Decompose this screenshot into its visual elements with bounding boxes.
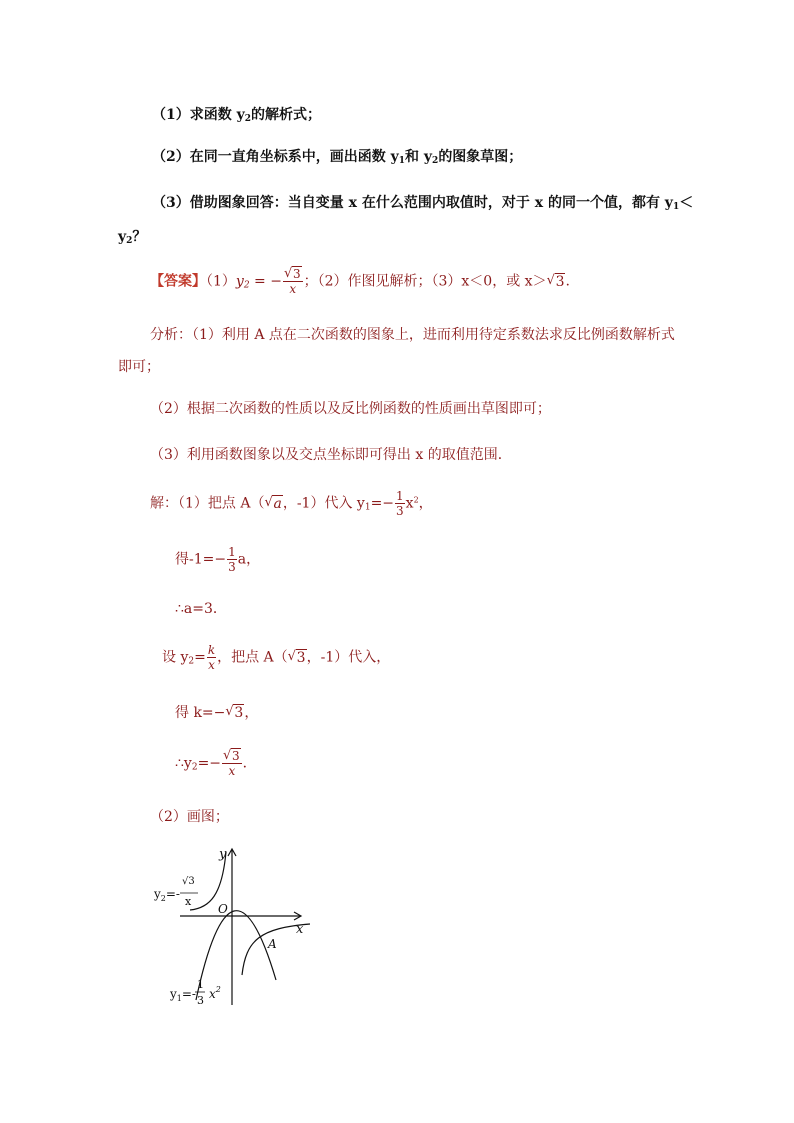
s5-post: ， — [244, 705, 259, 721]
answer-eq: = − — [249, 273, 282, 290]
s6-fraction — [222, 750, 242, 777]
answer-part1: （1） — [206, 273, 236, 290]
s1-sub: 1 — [364, 502, 371, 513]
analysis-line-4: （3）利用函数图象以及交点坐标即可得出 x 的取值范围． — [150, 447, 512, 463]
solution-step-4 — [162, 644, 390, 671]
s6-sub: 2 — [191, 762, 198, 773]
function-graph — [150, 840, 320, 1010]
answer-end: . — [565, 273, 570, 290]
s2-pre: 得-1=− — [175, 551, 227, 568]
q3-y: y — [118, 229, 127, 245]
s2-num: 1 — [228, 545, 236, 559]
answer-line — [150, 268, 570, 295]
answer-tag: 【答案】 — [150, 273, 206, 290]
s1-fraction — [395, 490, 405, 517]
s4-mid: ，把点 A（ — [217, 649, 288, 666]
solution-step-3: ∴a=3． — [175, 601, 227, 617]
answer-num: 3 — [292, 267, 301, 281]
s4-fraction — [207, 644, 216, 671]
y1-label-x: $x^2$ — [209, 985, 221, 1001]
s1-sup: 2 — [413, 495, 419, 505]
answer-fraction — [283, 268, 303, 295]
s6-eq: =− — [197, 755, 222, 772]
s1-pre: 解：（1）把点 A（ — [150, 495, 265, 512]
s1-num: 1 — [396, 489, 404, 503]
q2-number: （2） — [152, 149, 190, 165]
s5-sqrt — [225, 705, 244, 721]
q1-text: 求函数 y — [189, 107, 245, 123]
s1-rad: a — [273, 495, 282, 512]
s1-end: ， — [418, 495, 433, 512]
y1-label-den: 3 — [197, 994, 204, 1007]
q3-sub1: 1 — [672, 202, 680, 212]
s4-post: ，-1）代入， — [306, 649, 391, 666]
solution-step-5 — [175, 702, 258, 722]
answer-sqrt — [547, 274, 566, 290]
y1-label-num: 1 — [197, 978, 204, 991]
s4-num: k — [207, 643, 216, 657]
s6-pre: ∴y — [175, 755, 192, 772]
q2-sub1: 1 — [398, 156, 406, 166]
point-a-label: A — [268, 937, 277, 951]
s4-eq: = — [194, 649, 206, 666]
solution-step-1 — [150, 490, 433, 517]
analysis-line-3: （2）根据二次函数的性质以及反比例函数的性质画出草图即可； — [150, 401, 551, 417]
s5-rad: 3 — [234, 705, 244, 721]
answer-den: x — [289, 282, 297, 296]
q3-question-mark: ？ — [132, 229, 147, 245]
s1-mid: ，-1）代入 y — [282, 495, 365, 512]
answer-rad: 3 — [555, 273, 565, 290]
y2-label-den: x — [185, 895, 192, 908]
y-axis-label: y — [219, 847, 227, 862]
question-3 — [152, 192, 693, 212]
answer-sub: 2 — [243, 280, 250, 291]
question-1 — [152, 104, 321, 124]
q1-text-end: 的解析式； — [251, 107, 322, 123]
answer-y: y — [235, 273, 244, 290]
analysis-line-1: 分析：（1）利用 A 点在二次函数的图象上，进而利用待定系数法求反比例函数解析式 — [150, 327, 675, 343]
y1-label: $y_1=-$ — [170, 987, 196, 1003]
s6-den: x — [228, 764, 236, 778]
s1-eq: =− — [370, 495, 395, 512]
y2-label-num: √3 — [182, 876, 195, 887]
y2-label: $y_2=-$ — [154, 887, 180, 903]
q2-text: 在同一直角坐标系中，画出函数 y — [189, 149, 399, 165]
question-2 — [152, 146, 522, 166]
q2-sub2: 2 — [432, 156, 439, 166]
s1-x: x — [405, 495, 414, 512]
answer-part2: ；（2）作图见解析；（3）x＜0，或 x＞ — [303, 273, 547, 290]
s2-fraction — [227, 546, 237, 573]
s2-den: 3 — [228, 560, 236, 574]
s4-den: x — [208, 658, 215, 672]
s1-den: 3 — [396, 504, 404, 518]
s6-post: ． — [242, 755, 257, 772]
q3-number: （3） — [152, 195, 190, 211]
q3-sub2: 2 — [126, 236, 133, 246]
x-axis-label: x — [296, 922, 304, 937]
y1-parabola — [196, 911, 276, 1000]
q1-number: （1） — [152, 107, 190, 123]
solution-step-6 — [175, 750, 257, 777]
s5-pre: 得 k=− — [175, 705, 226, 721]
s2-post: a， — [237, 551, 261, 568]
q3-lt: ＜ — [679, 195, 694, 211]
s6-rad: 3 — [232, 749, 240, 763]
question-3-line2 — [118, 226, 146, 246]
solution-step-2 — [175, 546, 260, 573]
s4-sub: 2 — [188, 656, 195, 667]
analysis-line-2: 即可； — [118, 359, 160, 375]
solution-step-7: （2）画图； — [150, 809, 229, 825]
q1-sub: 2 — [244, 114, 252, 124]
s4-sqrt — [288, 650, 307, 666]
q2-text-mid: 和 y — [405, 149, 433, 165]
s4-rad: 3 — [296, 649, 306, 666]
q2-text-end: 的图象草图； — [438, 149, 523, 165]
origin-label: O — [218, 902, 228, 916]
q3-text: 借助图象回答：当自变量 x 在什么范围内取值时，对于 x 的同一个值，都有 y — [189, 195, 673, 211]
s4-pre: 设 y — [162, 649, 189, 666]
s1-sqrt — [264, 496, 282, 512]
